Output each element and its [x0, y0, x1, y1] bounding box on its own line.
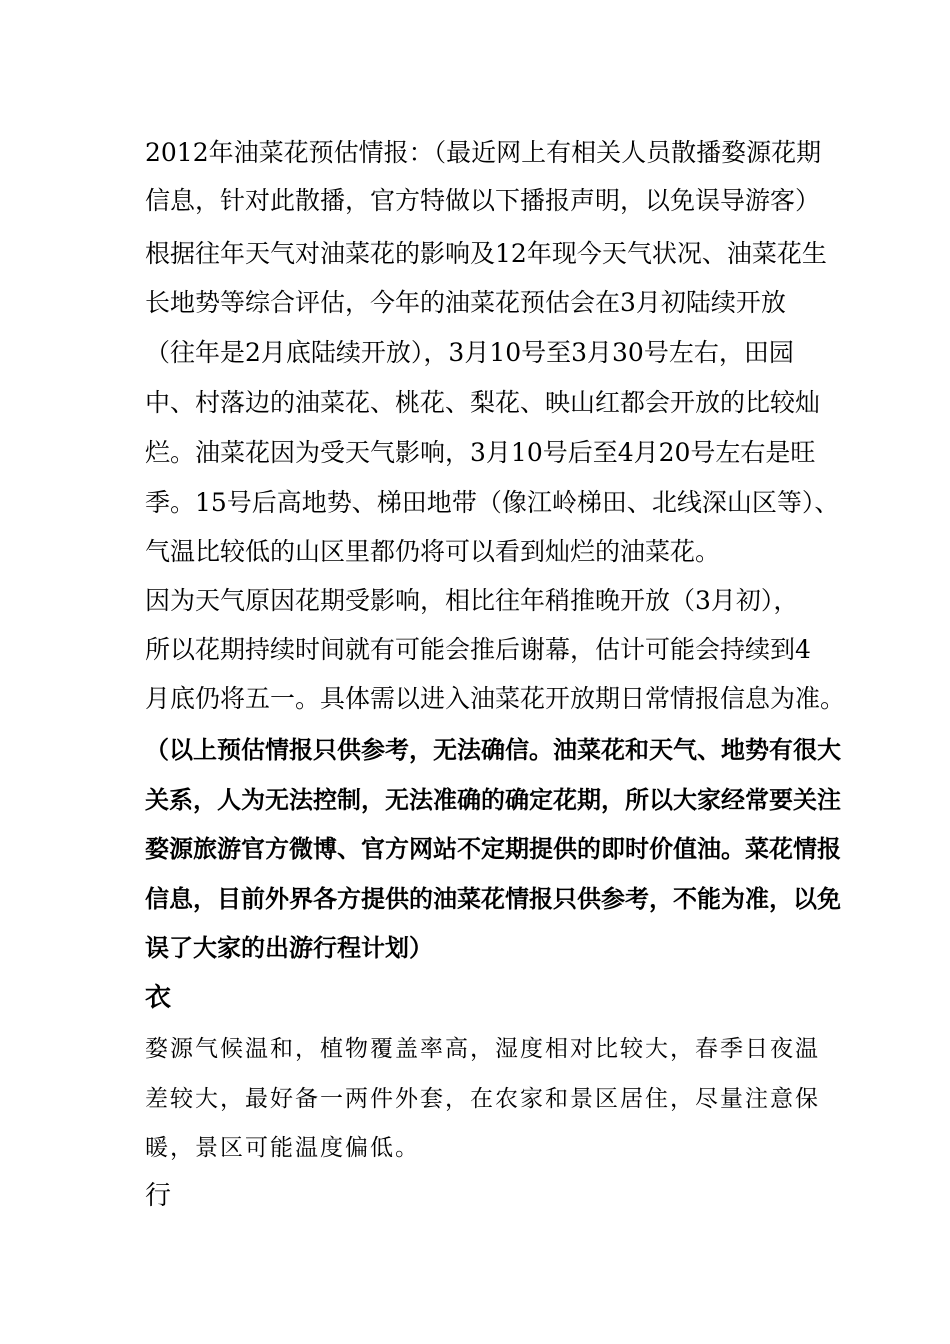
forecast-line: 信息，针对此散播，官方特做以下播报声明，以免误导游客） — [145, 186, 821, 215]
forecast-line: （往年是2月底陆续开放），3月10号至3月30号左右，田园 — [145, 338, 794, 367]
disclaimer-line: （以上预估情报只供参考，无法确信。油菜花和天气、地势有很大 — [145, 736, 841, 764]
clothing-heading: 衣 — [145, 983, 172, 1013]
forecast-line: 因为天气原因花期受影响，相比往年稍推晚开放（3月初）， — [145, 586, 799, 615]
disclaimer-line: 信息，目前外界各方提供的油菜花情报只供参考，不能为准，以免 — [145, 885, 841, 913]
forecast-line: 月底仍将五一。具体需以进入油菜花开放期日常情报信息为准。 — [145, 684, 846, 713]
forecast-line: 季。15号后高地势、梯田地带（像江岭梯田、北线深山区等）、 — [145, 488, 840, 517]
forecast-line: 根据往年天气对油菜花的影响及12年现今天气状况、油菜花生 — [145, 239, 827, 268]
clothing-line: 婺源气候温和，植物覆盖率高，湿度相对比较大，春季日夜温 — [145, 1036, 820, 1062]
disclaimer-line: 误了大家的出游行程计划） — [145, 934, 433, 962]
forecast-title: 2012年油菜花预估情报： — [145, 138, 434, 167]
forecast-line: 气温比较低的山区里都仍将可以看到灿烂的油菜花。 — [145, 537, 721, 566]
clothing-line: 暖，景区可能温度偏低。 — [145, 1135, 420, 1161]
forecast-line: 长地势等综合评估，今年的油菜花预估会在3月初陆续开放 — [145, 288, 786, 317]
disclaimer-line: 婺源旅游官方微博、官方网站不定期提供的即时价值油。菜花情报 — [145, 835, 841, 863]
forecast-line: 中、村落边的油菜花、桃花、梨花、映山红都会开放的比较灿 — [145, 388, 821, 417]
clothing-line: 差较大，最好备一两件外套，在农家和景区居住，尽量注意保 — [145, 1086, 820, 1112]
forecast-first-line — [145, 137, 821, 169]
forecast-line: 烂。油菜花因为受天气影响，3月10号后至4月20号左右是旺 — [145, 438, 816, 467]
travel-heading: 行 — [145, 1181, 172, 1211]
disclaimer-line: 关系，人为无法控制，无法准确的确定花期，所以大家经常要关注 — [145, 786, 841, 814]
forecast-line: 所以花期持续时间就有可能会推后谢幕，估计可能会持续到4 — [145, 635, 811, 664]
forecast-line: （最近网上有相关人员散播婺源花期 — [433, 138, 822, 167]
